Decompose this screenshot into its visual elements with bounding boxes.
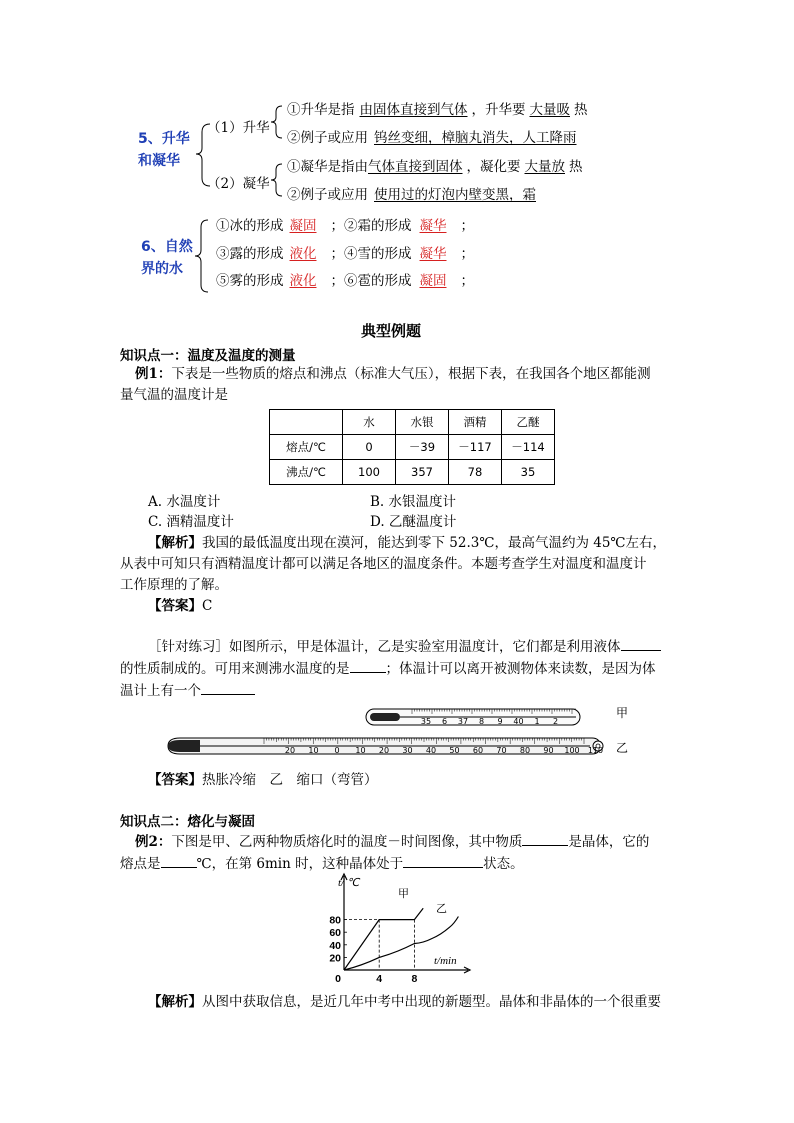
option-a: A. 水温度计 [148,494,221,510]
series-label-yi: 乙 [436,902,447,915]
tick-label: 37 [457,717,469,726]
graph-guides [344,920,414,970]
tick-label: 70 [496,746,507,755]
tick-label: 80 [519,746,531,755]
tick-label: 35 [420,717,432,726]
answer-blank [201,680,255,695]
sec5-sub2-label: （2）凝华 [207,176,270,192]
table-cell: 水银 [396,410,449,435]
tick-label: 6 [441,717,448,726]
sec5-sub1-label: （1）升华 [207,120,270,136]
answer: 凝华 [419,246,447,262]
tick-label: 90 [543,746,554,755]
tick-label: 100 [564,746,580,755]
option-c: C. 酒精温度计 [148,514,234,530]
text: 是晶体，它的 [568,834,650,850]
text: ℃，在第 6min 时，这种晶体处于 [196,856,404,872]
tick-label: 20 [284,746,296,755]
text: ； [460,246,474,262]
kp1-title: 知识点一：温度及温度的测量 [120,348,296,364]
tick-label: 1 [534,717,540,726]
text: 下表是一些物质的熔点和沸点（标准大气压），根据下表，在我国各个地区都能测 [171,366,651,382]
sec5-sub1-item1 [287,100,588,120]
kp2-example-line1 [120,831,680,853]
label-yi: 乙 [616,741,629,755]
tick-label: 10 [355,746,366,755]
kp2-title: 知识点二：熔化与凝固 [120,814,255,830]
text: 热 [574,102,588,118]
sec5-title-line1: 5、升华 [138,131,190,147]
answer: 气体直接到固体 [368,159,463,175]
practice-line1 [120,636,680,658]
clinical-thermometer [366,709,580,726]
section-heading: 典型例题 [361,322,422,340]
tick-label: 60 [472,746,484,755]
y-axis-label: t/ ℃ [338,877,360,889]
text: ；体温计可以离开被测物体来读数，是因为体 [385,661,656,677]
tick-label: 0 [334,746,340,755]
kp2-analysis [120,992,680,1013]
x-tick-label: 8 [411,973,418,985]
table-row [270,435,555,460]
answer-blank [621,636,661,651]
table-cell: 0 [343,435,396,460]
text: ，凝化要 [466,159,521,175]
y-tick-label: 40 [329,939,341,952]
sec5-title [138,128,190,172]
tick-label: 8 [478,717,485,726]
y-tick-label: 60 [329,927,341,940]
x-tick-labels [335,973,417,985]
table-cell: 乙醚 [502,410,555,435]
sec6-row [216,271,474,291]
answer: 液化 [289,273,317,289]
answer: 使用过的灯泡内壁变黑，霜 [374,187,536,203]
y-tick-label: 80 [329,914,341,927]
y-tick-label: 20 [329,952,341,965]
kp2-example [120,831,680,875]
text: ①升华是指 [287,102,355,118]
analysis-line1 [120,992,680,1013]
table-cell [270,410,343,435]
answer-value: 热胀冷缩 乙 缩口（弯管） [202,772,378,788]
table-cell: 酒精 [449,410,502,435]
table-cell: 78 [449,460,502,485]
text: 熔点是 [120,856,161,872]
table-cell: 35 [502,460,555,485]
option-b: B. 水银温度计 [370,494,457,510]
text: 我国的最低温度出现在漠河，能达到零下 52.3℃，最高气温约为 45℃左右， [202,535,667,551]
tick-label: 10 [308,746,319,755]
answer: 凝华 [419,218,447,234]
kp1-answer [148,596,212,616]
kp1-practice [120,636,680,702]
practice-label: ［针对练习］ [148,639,229,655]
table-cell: 357 [396,460,449,485]
text: 状态。 [483,856,524,872]
sec6-row [216,244,474,264]
tick-label: 2 [552,717,559,726]
tick-label: 40 [513,717,524,726]
table-cell: －114 [502,435,555,460]
table-cell: 水 [343,410,396,435]
text: ，升华要 [471,102,526,118]
sec5-sub1-item2 [287,128,585,148]
text: ①冰的形成 [216,218,284,234]
analysis-label: 【解析】 [148,994,202,1010]
sec6-title-line2: 界的水 [141,261,183,277]
text: 如图所示，甲是体温计，乙是实验室用温度计，它们都是利用液体 [229,639,621,655]
answer-blank [350,658,386,673]
text: 的性质制成的。可用来测沸水温度的是 [120,661,350,677]
text: ②例子或应用 [287,187,368,203]
text: 热 [569,159,583,175]
practice-line2 [120,658,680,680]
example-label: 例2： [135,834,172,850]
tick-label: 110 [587,746,604,755]
sec6-title [141,236,193,280]
text: ；⑥雹的形成 [330,273,412,289]
text: ； [460,218,474,234]
sec5-sub2-item1 [287,157,583,177]
thermometers-figure [160,700,640,764]
text: ③露的形成 [216,246,284,262]
series-label-jia: 甲 [398,887,409,900]
answer-blank [403,853,483,868]
kp1-example-line1 [120,364,680,385]
sec5-sub2-item2 [287,185,550,205]
answer: 由固体直接到气体 [359,102,468,118]
lab-thermometer [168,738,603,755]
text: 下图是甲、乙两种物质熔化时的温度－时间图像，其中物质 [171,834,523,850]
sec6-title-line1: 6、自然 [141,239,193,255]
text: ①凝华是指由 [287,159,368,175]
properties-table [269,409,555,485]
answer: 凝固 [419,273,447,289]
answer: 大量吸 [529,102,570,118]
text: ；④雪的形成 [330,246,412,262]
tick-label: 40 [425,746,437,755]
answer-label: 【答案】 [148,598,202,614]
sec5-title-line2: 和凝华 [138,153,180,169]
table-cell: 沸点/℃ [270,460,343,485]
x-tick-label: 0 [335,973,341,985]
table-cell: －117 [449,435,502,460]
analysis-line3: 工作原理的了解。 [120,577,228,593]
table-cell: 熔点/℃ [270,435,343,460]
kp1-example-line2: 量气温的温度计是 [120,387,228,403]
kp1-analysis [120,533,680,596]
answer: 液化 [289,246,317,262]
label-jia: 甲 [616,706,629,720]
example-label: 例1： [135,366,172,382]
table-cell: 100 [343,460,396,485]
series-line-jia [344,908,423,970]
answer-blank [522,831,568,846]
x-tick-label: 4 [376,973,383,985]
answer: 钨丝变细，樟脑丸消失，人工降雨 [374,130,577,146]
tick-label: 20 [378,746,390,755]
answer-blank [161,853,197,868]
text: ； [460,273,474,289]
temperature-time-graph [318,870,478,988]
answer: 大量放 [524,159,565,175]
table-row [270,460,555,485]
answer-label: 【答案】 [148,772,202,788]
analysis-line1 [120,533,680,554]
tick-label: 9 [497,717,503,726]
table-header-row [270,410,555,435]
text: 从图中获取信息，是近几年中考中出现的新题型。晶体和非晶体的一个很重要 [202,994,661,1010]
text: ；②霜的形成 [330,218,412,234]
analysis-label: 【解析】 [148,535,202,551]
answer-value: C [202,598,213,614]
x-axis-label: t/min [434,955,457,967]
sec6-brace [194,218,210,294]
text: ②例子或应用 [287,130,368,146]
text: ⑤雾的形成 [216,273,284,289]
kp1-practice-answer [148,770,378,790]
tick-label: 30 [402,746,413,755]
analysis-line2: 从表中可知只有酒精温度计都可以满足各地区的温度条件。本题考查学生对温度和温度计 [120,556,647,572]
option-d: D. 乙醚温度计 [370,514,457,530]
sec6-row [216,216,474,236]
text: 温计上有一个 [120,683,201,699]
kp1-example [120,364,680,406]
table-cell: －39 [396,435,449,460]
practice-line3 [120,680,680,702]
answer: 凝固 [289,218,317,234]
tick-label: 50 [449,746,460,755]
